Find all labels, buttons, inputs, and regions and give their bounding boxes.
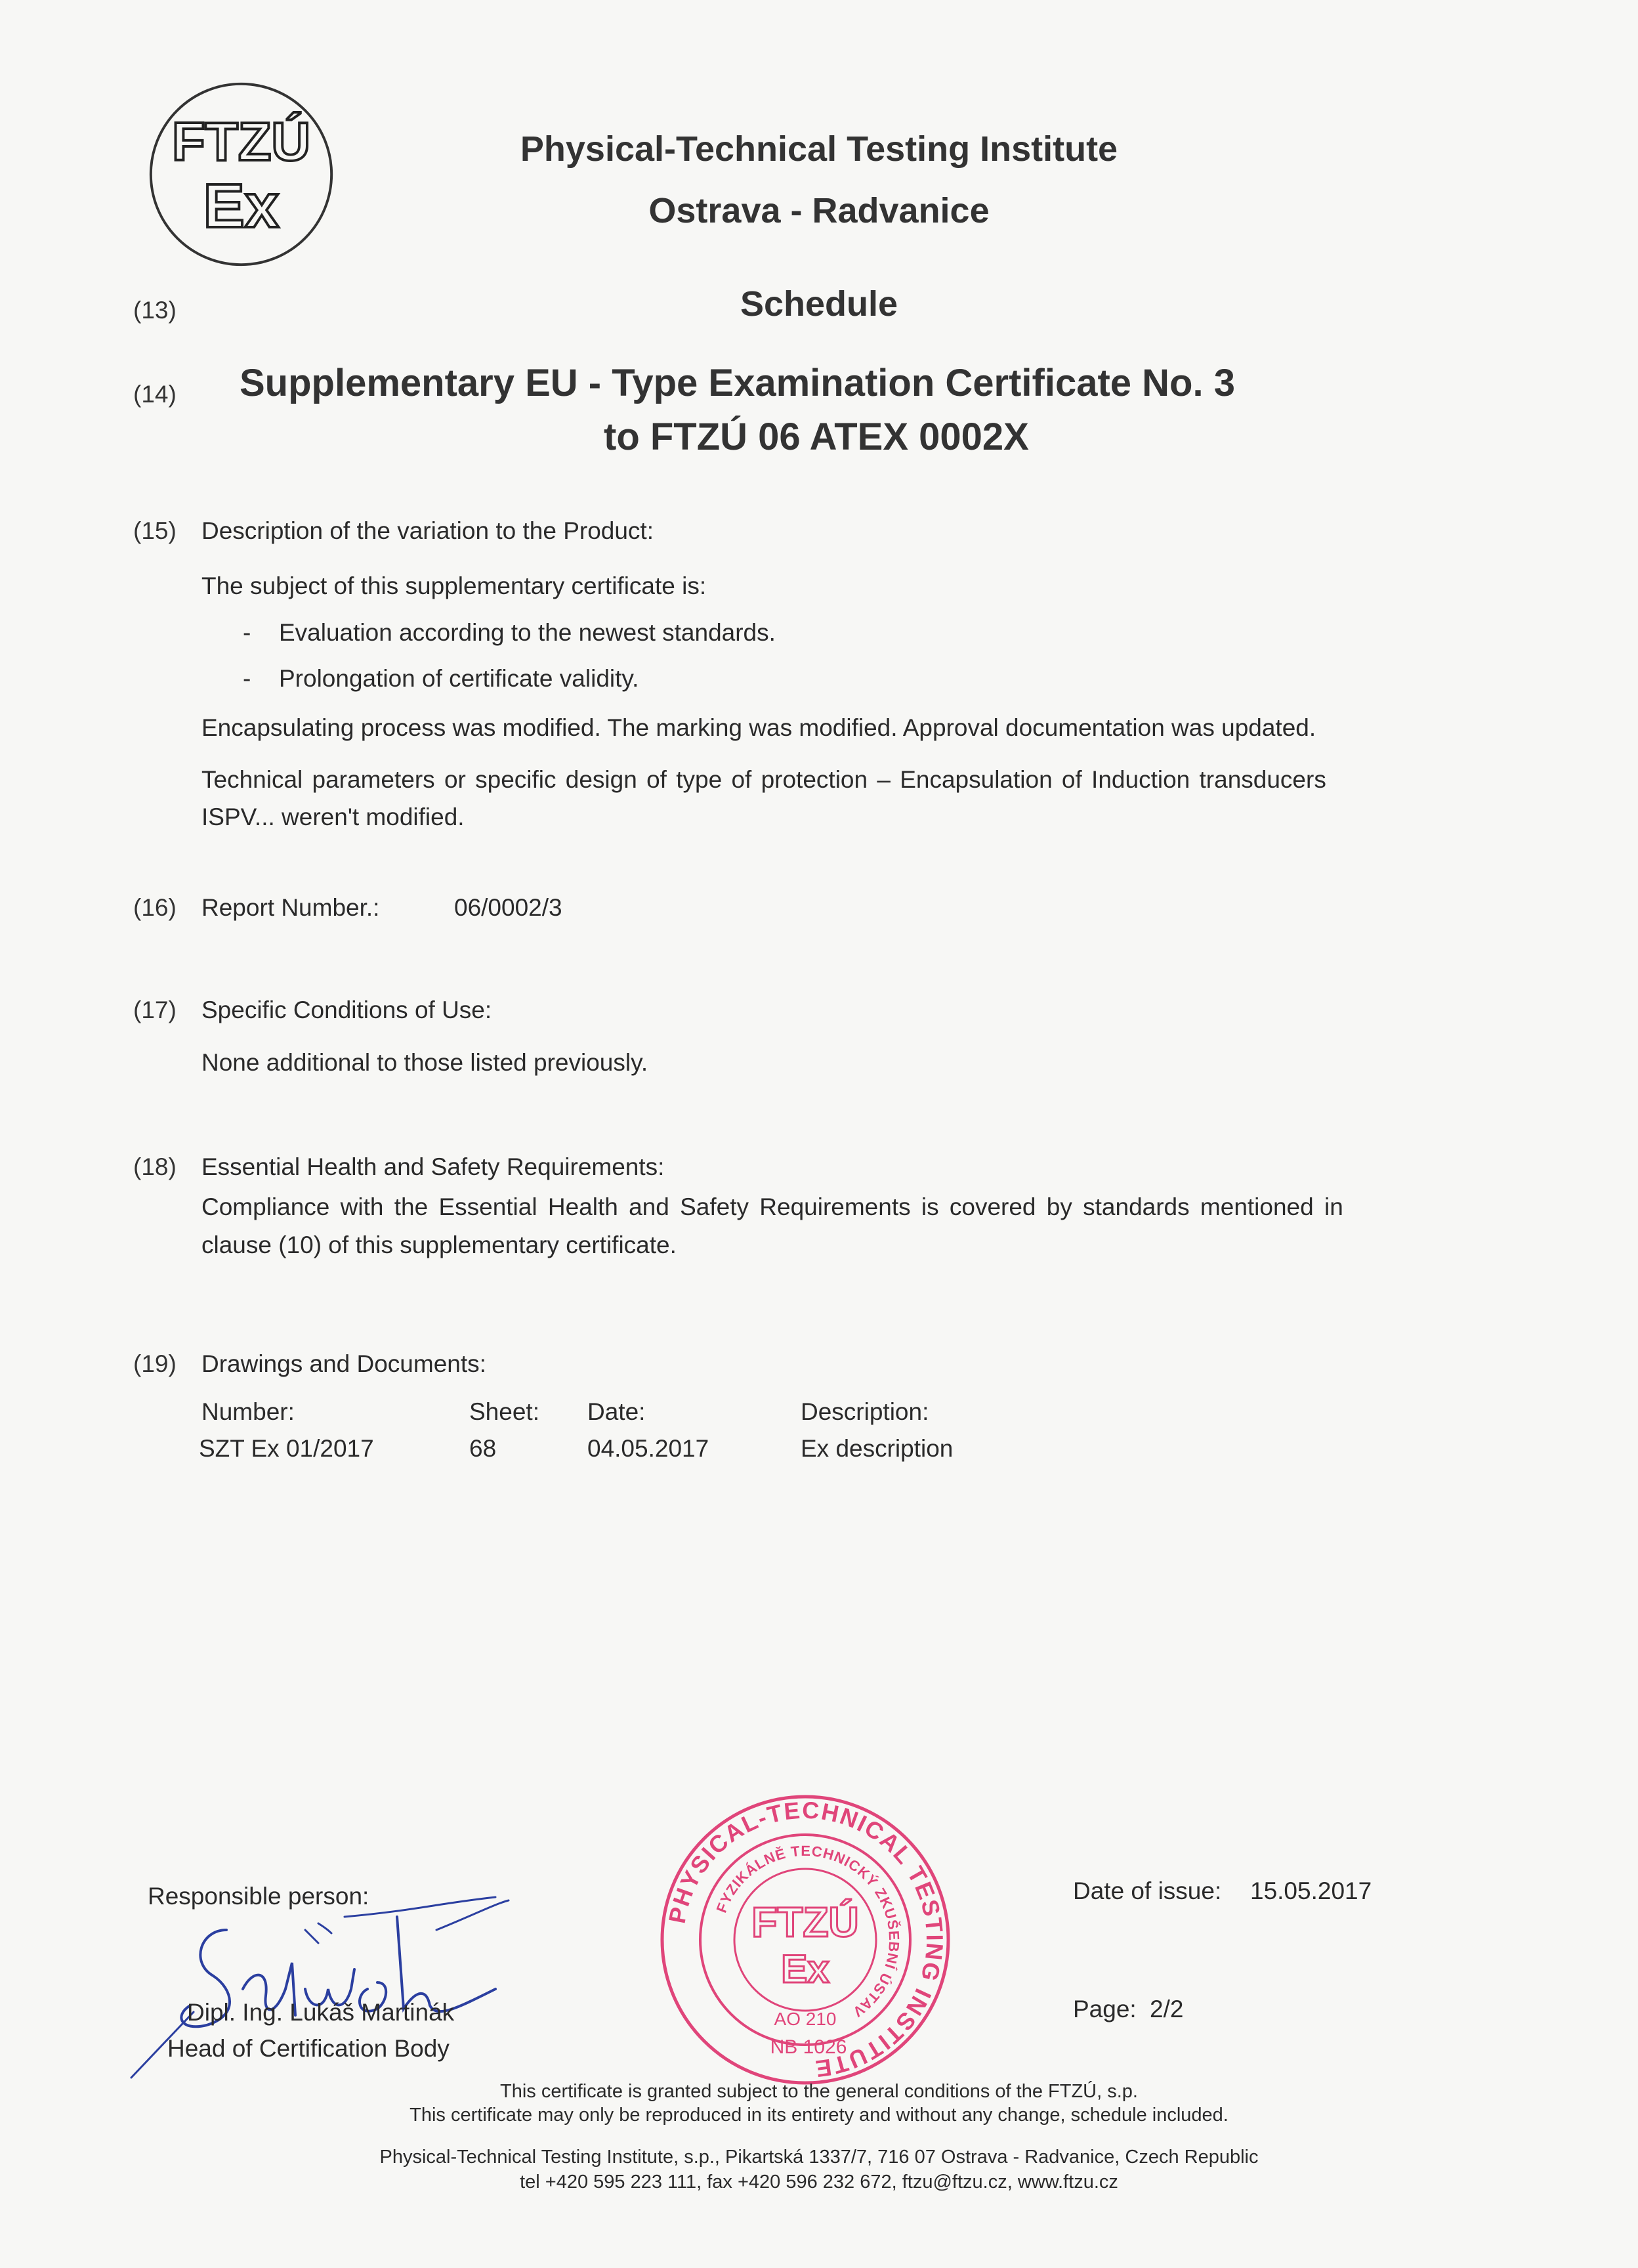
section-17-number: (17) bbox=[133, 996, 177, 1023]
section-15-para2-line2: ISPV... weren't modified. bbox=[201, 803, 465, 830]
section-14-number: (14) bbox=[133, 381, 177, 408]
certificate-title-line2: to FTZÚ 06 ATEX 0002X bbox=[604, 416, 1029, 458]
report-number-label: Report Number.: bbox=[201, 894, 380, 921]
section-15-para1: Encapsulating process was modified. The marking was modified. Approval documentation was updated. bbox=[201, 714, 1316, 741]
conditions-label: Specific Conditions of Use: bbox=[201, 996, 492, 1023]
stamp-code-2: NB 1026 bbox=[770, 2036, 847, 2058]
ehsr-line1: Compliance with the Essential Health and Safety Requirements is covered by standards mentioned in bbox=[201, 1193, 1343, 1220]
section-15-number: (15) bbox=[133, 517, 177, 544]
notice-line-2: This certificate may only be reproduced in its entirety and without any change, schedule included. bbox=[410, 2105, 1228, 2126]
col-description-header: Description: bbox=[801, 1398, 929, 1425]
logo-text-top: FTZÚ bbox=[171, 110, 311, 172]
section-18-number: (18) bbox=[133, 1153, 177, 1180]
official-stamp bbox=[658, 1792, 953, 2087]
section-15-label: Description of the variation to the Product: bbox=[201, 517, 654, 544]
institute-location: Ostrava - Radvanice bbox=[648, 191, 990, 230]
date-of-issue-label: Date of issue: bbox=[1073, 1877, 1222, 1904]
section-15-para2-line1: Technical parameters or specific design of type of protection – Encapsulation of Induction transducers bbox=[201, 766, 1326, 793]
col-sheet-header: Sheet: bbox=[469, 1398, 539, 1425]
responsible-person-name: Dipl. Ing. Lukáš Martinák bbox=[187, 1999, 455, 2026]
certificate-title-line1: Supplementary EU - Type Examination Certificate No. 3 bbox=[240, 362, 1235, 404]
section-16-number: (16) bbox=[133, 894, 177, 921]
report-number-value: 06/0002/3 bbox=[454, 894, 562, 921]
bullet-mark: - bbox=[243, 665, 251, 692]
row-date-cell: 04.05.2017 bbox=[587, 1435, 709, 1462]
stamp-center-bottom: Ex bbox=[781, 1947, 830, 1991]
row-sheet-cell: 68 bbox=[469, 1435, 497, 1462]
drawings-label: Drawings and Documents: bbox=[201, 1350, 486, 1377]
stamp-center-top: FTZÚ bbox=[751, 1898, 859, 1946]
logo-text-bottom: Ex bbox=[203, 172, 280, 242]
bullet-item: Prolongation of certificate validity. bbox=[279, 665, 639, 692]
stamp-inner-text: FYZIKÁLNĚ TECHNICKÝ ZKUŠEBNÍ ÚSTAV bbox=[713, 1842, 903, 2021]
section-15-intro: The subject of this supplementary certificate is: bbox=[201, 572, 707, 599]
col-date-header: Date: bbox=[587, 1398, 646, 1425]
date-of-issue-value: 15.05.2017 bbox=[1250, 1877, 1372, 1904]
notice-line-1: This certificate is granted subject to the general conditions of the FTZÚ, s.p. bbox=[500, 2081, 1138, 2102]
col-number-header: Number: bbox=[201, 1398, 295, 1425]
ehsr-label: Essential Health and Safety Requirements: bbox=[201, 1153, 665, 1180]
bullet-mark: - bbox=[243, 619, 251, 646]
row-number-cell: SZT Ex 01/2017 bbox=[199, 1435, 374, 1462]
ftzu-ex-logo bbox=[144, 77, 338, 271]
page-label: Page: bbox=[1073, 1996, 1137, 2022]
stamp-code-1: AO 210 bbox=[774, 2009, 837, 2029]
bullet-item: Evaluation according to the newest standards. bbox=[279, 619, 776, 646]
institute-name: Physical-Technical Testing Institute bbox=[520, 129, 1118, 169]
ehsr-line2: clause (10) of this supplementary certificate. bbox=[201, 1231, 677, 1258]
section-19-number: (19) bbox=[133, 1350, 177, 1377]
stamp-outer-text: PHYSICAL-TECHNICAL TESTING INSTITUTE bbox=[663, 1796, 949, 2083]
row-description-cell: Ex description bbox=[801, 1435, 954, 1462]
section-13-number: (13) bbox=[133, 297, 177, 324]
conditions-text: None additional to those listed previously. bbox=[201, 1049, 648, 1076]
responsible-person-role: Head of Certification Body bbox=[167, 2035, 450, 2062]
address-line-2: tel +420 595 223 111, fax +420 596 232 672, ftzu@ftzu.cz, www.ftzu.cz bbox=[520, 2172, 1118, 2193]
address-line-1: Physical-Technical Testing Institute, s.p., Pikartská 1337/7, 716 07 Ostrava - Radvanice, Czech Republic bbox=[379, 2147, 1259, 2168]
schedule-title: Schedule bbox=[740, 284, 898, 324]
page-value: 2/2 bbox=[1150, 1996, 1184, 2022]
responsible-person-label: Responsible person: bbox=[148, 1883, 369, 1910]
